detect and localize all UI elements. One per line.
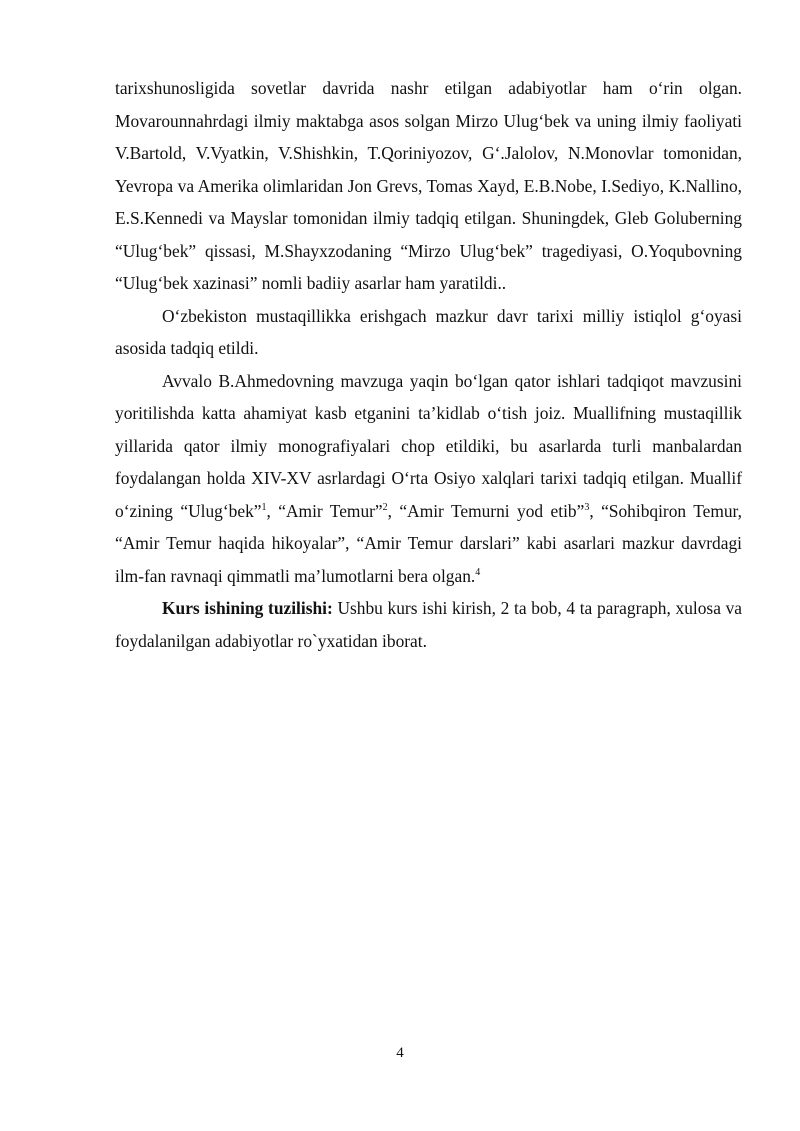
- paragraph-independence: O‘zbekiston mustaqillikka erishgach mazkur davr tarixi milliy istiqlol g‘oyasi asosida tadqiq etildi.: [115, 305, 742, 358]
- paragraph-ahmedov-text-4: , “Sohibqiron Temur, “Amir Temur haqida hikoyalar”, “Amir Temur darslari” kabi asarlari mazkur davrdagi ilm-fan ravnaqi qimmatli ma’lumotlarni bera olgan.: [115, 500, 743, 586]
- paragraph-historiography: tarixshunosligida sovetlar davrida nashr etilgan adabiyotlar ham o‘rin olgan. Movarounnahrdagi ilmiy maktabga asos solgan Mirzo Ulug‘bek va uning ilmiy faoliyati V.Bartold, V.Vyatkin, V.Shishkin, T.Qoriniyozov, G‘.Jalolov, N.Monovlar tomonidan, Yevropa va Amerika olimlaridan Jon Grevs, Tomas Xayd, E.B.Nobe, I.Sediyo, K.Nallino, E.S.Kennedi va Mayslar tomonidan ilmiy tadqiq etilgan. Shuningdek, Gleb Goluberning “Ulug‘bek” qissasi, M.Shayxzodaning “Mirzo Ulug‘bek” tragediyasi, O.Yoqubovning “Ulug‘bek xazinasi” nomli badiiy asarlar ham yaratildi..: [115, 78, 742, 293]
- footnote-ref-1: 1: [261, 501, 267, 513]
- paragraph-ahmedov-text-3: , “Amir Temurni yod etib”: [387, 500, 585, 521]
- footnote-ref-3: 3: [584, 501, 590, 513]
- paragraph-ahmedov-text-2: , “Amir Temur”: [266, 500, 383, 521]
- footnote-ref-4: 4: [475, 566, 481, 578]
- paragraph-ahmedov: [115, 365, 742, 593]
- paragraph-structure: [115, 592, 742, 657]
- footnote-ref-2: 2: [382, 501, 388, 513]
- page-number: 4: [396, 1045, 404, 1061]
- structure-text: Ushbu kurs ishi kirish, 2 ta bob, 4 ta paragraph, xulosa va foydalanilgan adabiyotlar ro`yxatidan iborat.: [115, 598, 743, 651]
- paragraph-ahmedov-text-1: Avvalo B.Ahmedovning mavzuga yaqin bo‘lgan qator ishlari tadqiqot mavzusini yoritilishda katta ahamiyat kasb etganini ta’kidlab o‘tish joiz. Muallifning mustaqillik yillarida qator ilmiy monografiyalari chop etildiki, bu asarlarda turli manbalardan foydalangan holda XIV-XV asrlardagi O‘rta Osiyo xalqlari tarixi tadqiq etilgan. Muallif o‘zining “Ulug‘bek”: [115, 370, 742, 521]
- page-body: [115, 72, 742, 657]
- structure-heading: Kurs ishining tuzilishi:: [162, 598, 333, 618]
